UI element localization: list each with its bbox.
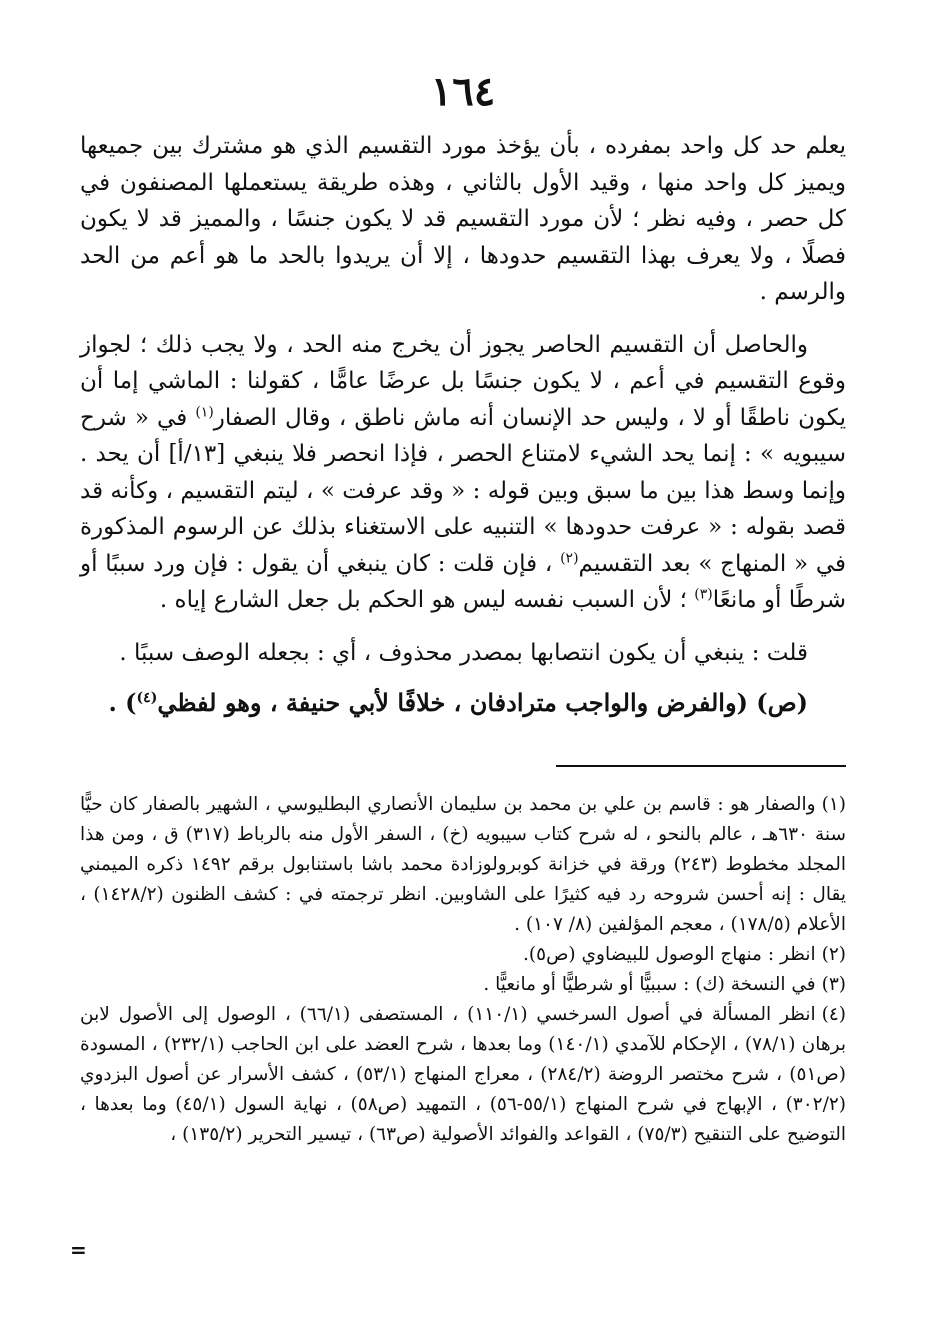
paragraph-2-part-a: والحاصل أن التقسيم الحاصر يجوز أن يخرج منه الحد ، ولا يجب ذلك ؛ لجواز وقوع التقسيم في أعم ، لا يكون جنسًا بل عرضًا عامًّا ، كقولنا : الماشي إما أن يكون ناطقًا أو لا ، وليس حد الإنسان أنه ماش ناطق ، وقال الصفار — [80, 331, 846, 431]
main-text — [80, 128, 846, 722]
footnote-number: (٢) — [821, 944, 846, 965]
footnote-marker-3[interactable]: (٣) — [694, 586, 713, 603]
footnote-text: والصفار هو : قاسم بن علي بن محمد بن سليمان الأنصاري البطليوسي ، الشهير بالصفار كان حيًّا سنة ٦٣٠هـ ، عالم بالنحو ، له شرح كتاب سيبويه (خ) ، السفر الأول منه بالرباط (٣١٧) ق ، ومن هذا المجلد مخطوط (٢٤٣) ورقة في خزانة كوبرولوزادة محمد باشا باستنابول برقم ١٤٩٢ ذكره الميمني يقال : إنه أحسن شروحه رد فيه كثيرًا على الشاوبين. انظر ترجمته في : كشف الظنون (١٤٢٨/٢) ، الأعلام (١٧٨/٥) ، معجم المؤلفين (٨/ ١٠٧) . — [80, 794, 847, 935]
paragraph-2-part-d: ؛ لأن السبب نفسه ليس هو الحكم بل جعل الشارع إياه . — [159, 587, 695, 613]
footnote-number: (١) — [821, 794, 846, 815]
matn-paragraph — [80, 685, 846, 722]
footnote-1 — [80, 790, 846, 940]
matn-text: (ص) (والفرض والواجب مترادفان ، خلافًا لأبي حنيفة ، وهو لفظي — [157, 688, 808, 717]
footnote-text: انظر المسألة في أصول السرخسي (١١٠/١) ، المستصفى (٦٦/١) ، الوصول إلى الأصول لابن برهان (٧٨/١) ، الإحكام للآمدي (١٤٠/١) وما بعدها ، شرح العضد على ابن الحاجب (٢٣٢/١) ، المسودة (ص٥١) ، شرح مختصر الروضة (٢٨٤/٢) ، معراج المنهاج (٥٣/١) ، كشف الأسرار عن أصول البزدوي (٣٠٢/٢) ، الإبهاج في شرح المنهاج (٥٥/١-٥٦) ، التمهيد (ص٥٨) ، نهاية السول (٤٥/١) وما بعدها ، التوضيح على التنقيح (٧٥/٣) ، القواعد والفوائد الأصولية (ص٦٣) ، تيسير التحرير (١٣٥/٢) ، — [80, 1004, 847, 1145]
footnote-text: انظر : منهاج الوصول للبيضاوي (ص٥). — [523, 944, 816, 965]
footnote-separator — [556, 765, 846, 767]
footnote-number: (٣) — [821, 974, 846, 995]
continuation-mark: = — [70, 1238, 87, 1262]
paragraph-3: قلت : ينبغي أن يكون انتصابها بمصدر محذوف ، أي : بجعله الوصف سببًا . — [119, 639, 808, 666]
footnote-3 — [80, 970, 846, 1000]
matn-closing: ) . — [108, 688, 137, 717]
footnote-marker-2[interactable]: (٢) — [560, 549, 579, 566]
footnote-2 — [80, 940, 846, 970]
footnote-4 — [80, 1000, 846, 1150]
paragraph-2-part-c: ، فإن قلت : كان ينبغي أن يقول : فإن ورد سببًا أو شرطًا أو مانعًا — [80, 550, 846, 613]
paragraph-2-part-b: في « شرح سيبويه » : إنما يحد الشيء لامتناع الحصر ، فإذا انحصر فلا ينبغي [١٣/أ] أن يحد . وإنما وسط هذا بين ما سبق وبين قوله : « وقد عرفت » ، ليتم التقسيم ، وكأنه قد قصد بقوله : « عرفت حدودها » التنبيه على الاستغناء بذلك عن الرسوم المذكورة في « المنهاج » بعد التقسيم — [80, 404, 847, 577]
page-number: ١٦٤ — [430, 68, 496, 115]
footnote-marker-1[interactable]: (١) — [195, 403, 214, 420]
footnote-text: في النسخة (ك) : سببيًّا أو شرطيًّا أو مانعيًّا . — [483, 974, 816, 995]
footnotes-section — [80, 790, 846, 1150]
paragraph-2 — [80, 327, 846, 619]
footnote-marker-4[interactable]: (٤) — [136, 690, 158, 706]
paragraph-1: يعلم حد كل واحد بمفرده ، بأن يؤخذ مورد التقسيم الذي هو مشترك بين جميعها ويميز كل واحد منها ، وقيد الأول بالثاني ، وهذه طريقة يستعملها المصنفون في كل حصر ، وفيه نظر ؛ لأن مورد التقسيم قد لا يكون جنسًا ، والمميز قد لا يكون فصلًا ، ولا يعرف بهذا التقسيم حدودها ، إلا أن يريدوا بالحد ما هو أعم من الحد والرسم . — [80, 133, 846, 305]
footnote-number: (٤) — [821, 1004, 846, 1025]
